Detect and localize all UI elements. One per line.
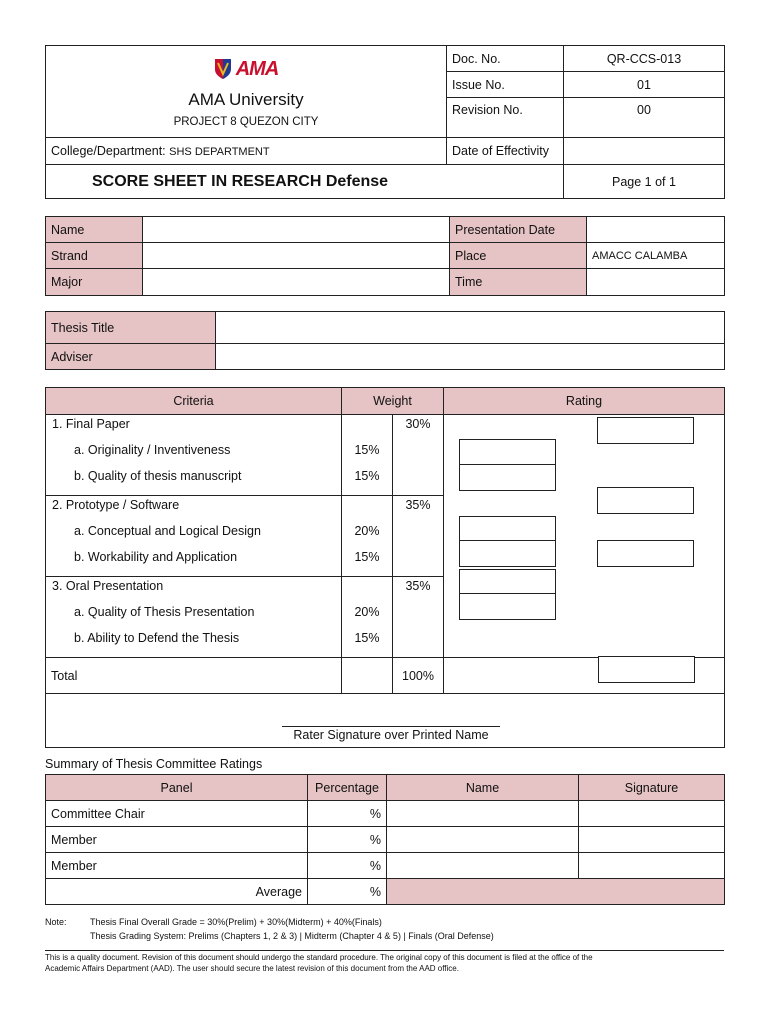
doc-no-label: Doc. No. <box>447 46 564 72</box>
total-empty <box>342 658 393 694</box>
major-label: Major <box>46 269 143 296</box>
thesis-title-label: Thesis Title <box>46 312 216 344</box>
panel-cell: Committee Chair <box>46 801 308 827</box>
presentation-date-label: Presentation Date <box>450 217 587 243</box>
rating-box-workability[interactable] <box>459 540 556 567</box>
average-percentage[interactable]: % <box>308 879 387 905</box>
rater-signature-row <box>46 694 725 748</box>
major-field[interactable] <box>143 269 450 296</box>
item-weight: 15% <box>354 550 380 564</box>
item-weight: 15% <box>354 631 380 645</box>
document-header <box>45 45 724 198</box>
percentage-cell[interactable]: % <box>308 801 387 827</box>
revision-no-label: Revision No. <box>447 98 564 138</box>
criteria-group-1 <box>46 415 342 496</box>
header-branding <box>46 46 447 138</box>
signature-cell[interactable] <box>579 853 725 879</box>
percentage-cell[interactable]: % <box>308 853 387 879</box>
issue-no-value: 01 <box>564 72 725 98</box>
table-row <box>46 853 725 879</box>
signature-header: Signature <box>579 775 725 801</box>
name-header: Name <box>387 775 579 801</box>
criteria-item: b. Quality of thesis manuscript <box>74 469 242 483</box>
rating-box-prototype-total[interactable] <box>597 487 694 514</box>
presentation-date-field[interactable] <box>587 217 725 243</box>
item-weights-2 <box>342 496 393 577</box>
signature-line <box>282 726 500 727</box>
university-name: AMA University <box>188 90 304 109</box>
strand-label: Strand <box>46 243 143 269</box>
page-indicator: Page 1 of 1 <box>564 165 725 199</box>
rating-box-defend-thesis[interactable] <box>459 593 556 620</box>
percentage-cell[interactable]: % <box>308 827 387 853</box>
footer-text-1: This is a quality document. Revision of this document should undergo the standard procedure. The original copy of this document is filed at the office of the <box>45 953 593 962</box>
total-weight: 100% <box>393 658 444 694</box>
item-weight: 15% <box>354 469 380 483</box>
thesis-info-table <box>45 311 724 369</box>
place-label: Place <box>450 243 587 269</box>
summary-title: Summary of Thesis Committee Ratings <box>45 757 263 771</box>
strand-field[interactable] <box>143 243 450 269</box>
thesis-title-field[interactable] <box>216 312 725 344</box>
name-cell[interactable] <box>387 827 579 853</box>
revision-no-value: 00 <box>564 98 725 138</box>
footer-text-2: Academic Affairs Department (AAD). The user should secure the latest revision of this document from the AAD office. <box>45 964 459 973</box>
effectivity-value <box>564 138 725 165</box>
group-weight: 30% <box>393 415 444 496</box>
rating-box-conceptual-design[interactable] <box>459 516 556 543</box>
item-weight: 15% <box>354 443 380 457</box>
rating-box-final-paper-total[interactable] <box>597 417 694 444</box>
rating-box-manuscript[interactable] <box>459 464 556 491</box>
college-department-field <box>46 138 447 165</box>
criteria-item: a. Quality of Thesis Presentation <box>74 605 255 619</box>
criteria-item: a. Conceptual and Logical Design <box>74 524 261 538</box>
footer-divider <box>45 950 724 951</box>
item-weight: 20% <box>354 524 380 538</box>
average-label: Average <box>46 879 308 905</box>
campus-name: PROJECT 8 QUEZON CITY <box>173 116 319 128</box>
name-field[interactable] <box>143 217 450 243</box>
ama-shield-icon <box>214 58 232 80</box>
criteria-group-label: 3. Oral Presentation <box>52 579 164 593</box>
rating-box-oral-total[interactable] <box>597 540 694 567</box>
note-line-2: Thesis Grading System: Prelims (Chapters 1, 2 & 3) | Midterm (Chapter 4 & 5) | Finals (Oral Defense) <box>90 931 494 941</box>
table-row <box>46 801 725 827</box>
rating-header: Rating <box>444 388 725 415</box>
issue-no-label: Issue No. <box>447 72 564 98</box>
name-label: Name <box>46 217 143 243</box>
item-weight: 20% <box>354 605 380 619</box>
weight-header: Weight <box>342 388 444 415</box>
ama-logo-text: AMA <box>235 57 279 80</box>
rater-signature-label: Rater Signature over Printed Name <box>293 728 489 742</box>
criteria-group-3 <box>46 577 342 658</box>
item-weights-3 <box>342 577 393 658</box>
panel-cell: Member <box>46 853 308 879</box>
signature-cell[interactable] <box>579 827 725 853</box>
name-cell[interactable] <box>387 801 579 827</box>
time-field[interactable] <box>587 269 725 296</box>
criteria-group-2 <box>46 496 342 577</box>
criteria-item: a. Originality / Inventiveness <box>74 443 231 457</box>
rating-box-total[interactable] <box>598 656 695 683</box>
adviser-label: Adviser <box>46 344 216 370</box>
summary-table <box>45 774 724 904</box>
total-label: Total <box>46 658 342 694</box>
signature-cell[interactable] <box>579 801 725 827</box>
group-weight: 35% <box>393 577 444 658</box>
item-weights-1 <box>342 415 393 496</box>
criteria-item: b. Workability and Application <box>74 550 238 564</box>
group-weight: 35% <box>393 496 444 577</box>
note-line-1: Thesis Final Overall Grade = 30%(Prelim) + 30%(Midterm) + 40%(Finals) <box>90 917 382 927</box>
average-row <box>46 879 725 905</box>
time-label: Time <box>450 269 587 296</box>
name-cell[interactable] <box>387 853 579 879</box>
criteria-item: b. Ability to Defend the Thesis <box>74 631 240 645</box>
criteria-group-label: 2. Prototype / Software <box>52 498 180 512</box>
table-row <box>46 827 725 853</box>
college-value: SHS DEPARTMENT <box>169 146 270 158</box>
doc-no-value: QR-CCS-013 <box>564 46 725 72</box>
student-info-table <box>45 216 724 295</box>
average-shaded-cell <box>387 879 725 905</box>
effectivity-label: Date of Effectivity <box>447 138 564 165</box>
criteria-header: Criteria <box>46 388 342 415</box>
note-label: Note: <box>45 917 67 927</box>
place-field[interactable]: AMACC CALAMBA <box>587 243 725 269</box>
criteria-group-label: 1. Final Paper <box>52 417 130 431</box>
college-label: College/Department: <box>51 144 166 158</box>
rating-box-presentation-quality[interactable] <box>459 569 556 596</box>
panel-header: Panel <box>46 775 308 801</box>
rating-box-originality[interactable] <box>459 439 556 466</box>
panel-cell: Member <box>46 827 308 853</box>
percentage-header: Percentage <box>308 775 387 801</box>
document-title: SCORE SHEET IN RESEARCH Defense <box>46 165 564 199</box>
adviser-field[interactable] <box>216 344 725 370</box>
